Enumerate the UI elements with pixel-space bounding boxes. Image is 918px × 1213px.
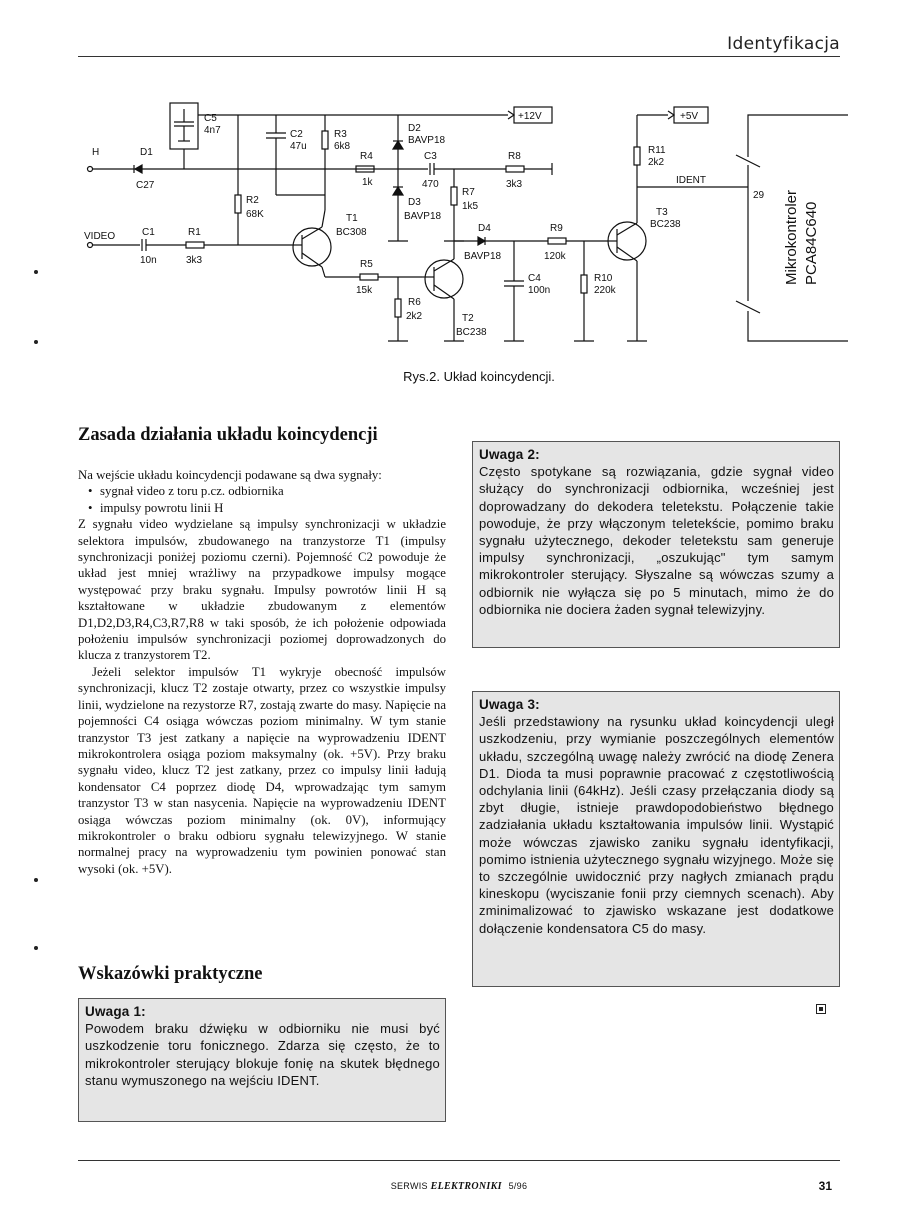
section-title-principle: Zasada działania układu koincydencji <box>78 425 378 445</box>
label-c1-value: 10n <box>140 255 157 266</box>
note-title: Uwaga 3: <box>479 697 540 712</box>
label-t2: T2 <box>462 313 474 324</box>
label-ident: IDENT <box>676 175 706 186</box>
note-text: Powodem braku dźwięku w odbiorniku nie musi być uszkodzenie toru fonicznego. Zdarza się często, że to mikrokontroler sterujący blokuje fonię na skutek błędnego stanu wymuszonego na wejściu IDENT. <box>85 1021 440 1088</box>
label-r9-value: 120k <box>544 251 566 262</box>
label-r8: R8 <box>508 151 521 162</box>
note-text: Często spotykane są rozwiązania, gdzie sygnał video służący do synchronizacji odbiornika, wcześniej jest doprowadzany do dekodera teletekstu. Połączenie takie powoduje, że przy włączonym teletekście, pomimo braku sygnału użytecznego, dekoder teletekstu sam generuje impulsy synchronizacji, „oszukując" tym samym mikrokontroler sterujący. Słyszalne są wówczas szumy a odbiornik nie wyłącza się po 5 minutach, mimo że do odbiornika nie dociera żaden sygnał telewizyjny. <box>479 464 834 617</box>
label-r10: R10 <box>594 273 613 284</box>
label-c3-value: 470 <box>422 179 439 190</box>
margin-dot <box>34 270 38 274</box>
label-plus12v: +12V <box>518 111 542 122</box>
label-c27: C27 <box>136 180 155 191</box>
label-r4-value: 1k <box>362 177 373 188</box>
label-t3: T3 <box>656 207 668 218</box>
label-c1: C1 <box>142 227 155 238</box>
margin-dot <box>34 946 38 950</box>
figure-caption: Rys.2. Układ koincydencji. <box>403 369 555 384</box>
note-text: Jeśli przedstawiony na rysunku układ koincydencji uległ uszkodzeniu, przy wymianie poszczególnych elementów układu, szczególną uwagę należy zwrócić na diodę Zenera D1. Dioda ta musi poprawnie pracować z częstotliwością odchylania linii (64kHz). Jeśli czasy przełączania diody są zbyt długie, istnieje prawdopodobieństwo błędnego zadziałania układu kształtowania impulsów linii. Wystąpić może wówczas zjawisko zaniku sygnału identyfikacji, pomimo istnienia użytecznego sygnału wizyjnego. Może się to szczególnie uwidocznić przy nagłych zmianach prądu kineskopu (wyciszanie fonii przy ciemnych scenach). Aby zminimalizować to zjawisko wskazane jest dodatkowe dołączenie kondensatora C5 do masy. <box>479 714 834 936</box>
end-of-article-mark <box>816 1004 826 1014</box>
margin-dot <box>34 340 38 344</box>
label-r3-value: 6k8 <box>334 141 351 152</box>
footer-issue: 5/96 <box>508 1181 528 1191</box>
label-r4: R4 <box>360 151 373 162</box>
section-title-practical: Wskazówki praktyczne <box>78 964 263 984</box>
label-t3-value: BC238 <box>650 219 681 230</box>
header-rule <box>78 56 840 57</box>
footer-rule <box>78 1160 840 1161</box>
label-c2-value: 47u <box>290 141 307 152</box>
label-d4: D4 <box>478 223 491 234</box>
label-r7: R7 <box>462 187 475 198</box>
label-r3: R3 <box>334 129 347 140</box>
note-box-3 <box>472 691 840 987</box>
label-c4: C4 <box>528 273 541 284</box>
label-r5-value: 15k <box>356 285 373 296</box>
note-box-1 <box>78 998 446 1122</box>
label-r9: R9 <box>550 223 563 234</box>
label-r11: R11 <box>648 145 666 156</box>
label-r8-value: 3k3 <box>506 179 523 190</box>
note-title: Uwaga 1: <box>85 1004 146 1019</box>
paragraph-2: Jeżeli selektor impulsów T1 wykryje obecność impulsów synchronizacji, klucz T2 zostaje otwarty, przez co wszystkie impulsy linii, wydzielone na rezystorze R7, zostają zwarte do masy. Napięcie na pojemności C4 osiąga wówczas poziom minimalny. W tym stanie tranzystor T3 jest zatkany a napięcie na wyprowadzeniu IDENT mikrokontrolera osiąga poziom maksymalny (ok. +5V). Przy braku sygnału video, klucz T2 jest zatkany, przez co impulsy linii ładują kondensator C4 poprzez diodę D4, wprowadzając tym samym tranzystor T3 w stan nasycenia. Napięcie na wyprowadzeniu IDENT osiąga wówczas poziom minimalny (ok. 0V), informujący mikrokontroler o braku odbioru sygnału telewizyjnego. W stanie normalnej pracy na wyprowadzeniu tym powinien ponować stan wysoki (ok. +5V). <box>78 664 446 876</box>
body-text-principle <box>78 467 446 877</box>
paragraph-1: Z sygnału video wydzielane są impulsy synchronizacji w układzie selektora impulsów, zbudowanego na tranzystorze T1 (impulsy synchronizacji poniżej poziomu czerni). Pojemność C2 powoduje że układ jest mniej wrażliwy na przypadkowe impulsy mogące występować przy braku sygnału. Impulsy powrotów linii H są kształtowane w układzie zbudowanym z elementów D1,D2,D3,R4,C3,R7,R8 w taki sposób, że ich położenie odpowiada położeniu impulsów synchronizacji poziomej doprowadzonych do klucza z tranzystorem T2. <box>78 517 446 663</box>
label-video: VIDEO <box>84 231 116 242</box>
label-r1: R1 <box>188 227 201 238</box>
label-d3: D3 <box>408 197 421 208</box>
label-c4-value: 100n <box>528 285 551 296</box>
label-d3-value: BAVP18 <box>404 211 442 222</box>
label-r6-value: 2k2 <box>406 311 423 322</box>
label-c5: C5 <box>204 113 217 124</box>
footer-publication <box>0 1181 918 1192</box>
label-d2: D2 <box>408 123 421 134</box>
list-item: • sygnał video z toru p.cz. odbiornika <box>88 483 446 499</box>
signal-list <box>78 483 446 516</box>
label-pin-29: 29 <box>753 190 765 201</box>
label-c3: C3 <box>424 151 437 162</box>
label-t1-value: BC308 <box>336 227 367 238</box>
label-r2-value: 68K <box>246 209 264 220</box>
note-title: Uwaga 2: <box>479 447 540 462</box>
intro-paragraph: Na wejście układu koincydencji podawane są dwa sygnały: <box>78 468 382 482</box>
page-number: 31 <box>818 1179 832 1193</box>
list-item: • impulsy powrotu linii H <box>88 500 446 516</box>
label-r1-value: 3k3 <box>186 255 203 266</box>
label-r11-value: 2k2 <box>648 157 665 168</box>
margin-dot <box>34 878 38 882</box>
label-mcu-part: PCA84C640 <box>803 201 820 285</box>
label-plus5v: +5V <box>680 111 699 122</box>
label-r6: R6 <box>408 297 421 308</box>
footer-brand: ELEKTRONIKI <box>430 1181 502 1192</box>
label-d2-value: BAVP18 <box>408 135 446 146</box>
label-c5-value: 4n7 <box>204 125 221 136</box>
label-d4-value: BAVP18 <box>464 251 502 262</box>
label-r10-value: 220k <box>594 285 616 296</box>
label-h: H <box>92 147 100 158</box>
note-box-2 <box>472 441 840 648</box>
label-mcu-name: Mikrokontroler <box>783 189 800 285</box>
label-r7-value: 1k5 <box>462 201 479 212</box>
label-t1: T1 <box>346 213 358 224</box>
label-r2: R2 <box>246 195 259 206</box>
label-r5: R5 <box>360 259 373 270</box>
label-t2-value: BC238 <box>456 327 487 338</box>
label-c2: C2 <box>290 129 303 140</box>
label-d1: D1 <box>140 147 153 158</box>
running-header: Identyfikacja <box>727 34 840 54</box>
footer-serwis: SERWIS <box>390 1181 428 1191</box>
coincidence-circuit-schematic <box>78 95 848 365</box>
